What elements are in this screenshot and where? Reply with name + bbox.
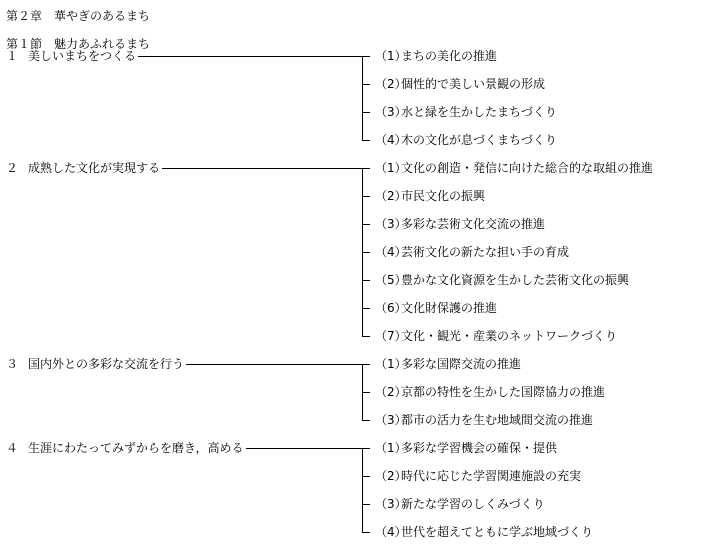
sub-item-number: （3） xyxy=(375,105,407,119)
goal-number: ２ xyxy=(6,161,19,175)
sub-item xyxy=(375,302,497,314)
sub-item xyxy=(375,162,653,174)
branch-tick xyxy=(362,392,370,393)
goal-title: 国内外との多彩な交流を行う xyxy=(28,357,185,371)
sub-item-number: （3） xyxy=(375,413,407,427)
sub-item-number: （2） xyxy=(375,385,407,399)
section-title: 第１節 魅力あふれるまち xyxy=(6,37,151,51)
branch-tick xyxy=(362,196,370,197)
sub-item-number: （4） xyxy=(375,245,407,259)
sub-item xyxy=(375,442,557,454)
goal-2 xyxy=(6,162,160,174)
chapter-title: 第２章 華やぎのあるまち xyxy=(6,9,151,23)
goal-number: ３ xyxy=(6,357,19,371)
sub-item-number: （5） xyxy=(375,273,407,287)
goal-4 xyxy=(6,442,244,454)
sub-item-text: 文化・観光・産業のネットワークづくり xyxy=(401,329,618,343)
sub-item xyxy=(375,414,593,426)
sub-item-number: （7） xyxy=(375,329,407,343)
goal-1 xyxy=(6,50,136,62)
sub-item-text: 多彩な国際交流の推進 xyxy=(401,357,522,371)
sub-item xyxy=(375,498,545,510)
branch-tick xyxy=(362,420,370,421)
sub-item xyxy=(375,134,557,146)
sub-item xyxy=(375,274,629,286)
sub-item xyxy=(375,218,545,230)
sub-item xyxy=(375,246,569,258)
sub-item-text: 木の文化が息づくまちづくり xyxy=(401,133,557,147)
sub-item-number: （1） xyxy=(375,161,407,175)
sub-item-text: 文化財保護の推進 xyxy=(401,301,498,315)
sub-item-number: （6） xyxy=(375,301,407,315)
sub-item-number: （3） xyxy=(375,217,407,231)
goal-connector-line xyxy=(162,168,362,169)
sub-item-text: まちの美化の推進 xyxy=(401,49,498,63)
goal-number: １ xyxy=(6,49,19,63)
sub-item-number: （1） xyxy=(375,49,407,63)
branch-tick xyxy=(362,504,370,505)
sub-item xyxy=(375,78,545,90)
sub-item xyxy=(375,526,593,538)
sub-item-text: 芸術文化の新たな担い手の育成 xyxy=(401,245,570,259)
sub-item xyxy=(375,358,521,370)
branch-tick xyxy=(362,252,370,253)
sub-item xyxy=(375,50,497,62)
sub-item-text: 世代を超えてともに学ぶ地域づくり xyxy=(401,525,594,539)
sub-item xyxy=(375,106,557,118)
sub-item-number: （2） xyxy=(375,189,407,203)
sub-item-number: （4） xyxy=(375,525,407,539)
sub-item-text: 豊かな文化資源を生かした芸術文化の振興 xyxy=(401,273,630,287)
sub-item-number: （1） xyxy=(375,357,407,371)
goal-connector-line xyxy=(246,448,362,449)
goal-number: ４ xyxy=(6,441,19,455)
goal-title: 成熟した文化が実現する xyxy=(28,161,161,175)
sub-item xyxy=(375,190,485,202)
sub-item-text: 京都の特性を生かした国際協力の推進 xyxy=(401,385,606,399)
branch-tick xyxy=(362,168,370,169)
sub-item-text: 市民文化の振興 xyxy=(401,189,486,203)
sub-item-number: （1） xyxy=(375,441,407,455)
sub-item-text: 都市の活力を生む地域間交流の推進 xyxy=(401,413,594,427)
goal-connector-line xyxy=(138,56,362,57)
branch-tick xyxy=(362,224,370,225)
sub-item xyxy=(375,386,605,398)
sub-item xyxy=(375,470,581,482)
sub-item-number: （3） xyxy=(375,497,407,511)
branch-tick xyxy=(362,308,370,309)
goal-connector-line xyxy=(186,364,362,365)
sub-item xyxy=(375,330,617,342)
branch-tick xyxy=(362,336,370,337)
branch-tick xyxy=(362,364,370,365)
sub-item-text: 新たな学習のしくみづくり xyxy=(401,497,545,511)
branch-tick xyxy=(362,280,370,281)
branch-tick xyxy=(362,140,370,141)
sub-item-text: 多彩な学習機会の確保・提供 xyxy=(401,441,558,455)
branch-vertical-line xyxy=(362,448,363,532)
sub-item-text: 水と緑を生かしたまちづくり xyxy=(401,105,557,119)
branch-tick xyxy=(362,56,370,57)
sub-item-text: 時代に応じた学習関連施設の充実 xyxy=(401,469,582,483)
branch-tick xyxy=(362,532,370,533)
branch-tick xyxy=(362,448,370,449)
sub-item-text: 文化の創造・発信に向けた総合的な取組の推進 xyxy=(401,161,654,175)
goal-title: 美しいまちをつくる xyxy=(28,49,137,63)
goal-title: 生涯にわたってみずからを磨き，高める xyxy=(28,441,244,455)
sub-item-number: （2） xyxy=(375,77,407,91)
sub-item-number: （4） xyxy=(375,133,407,147)
goal-3 xyxy=(6,358,184,370)
branch-tick xyxy=(362,84,370,85)
sub-item-text: 多彩な芸術文化交流の推進 xyxy=(401,217,546,231)
branch-tick xyxy=(362,476,370,477)
sub-item-text: 個性的で美しい景観の形成 xyxy=(401,77,546,91)
branch-vertical-line xyxy=(362,56,363,140)
branch-tick xyxy=(362,112,370,113)
sub-item-number: （2） xyxy=(375,469,407,483)
